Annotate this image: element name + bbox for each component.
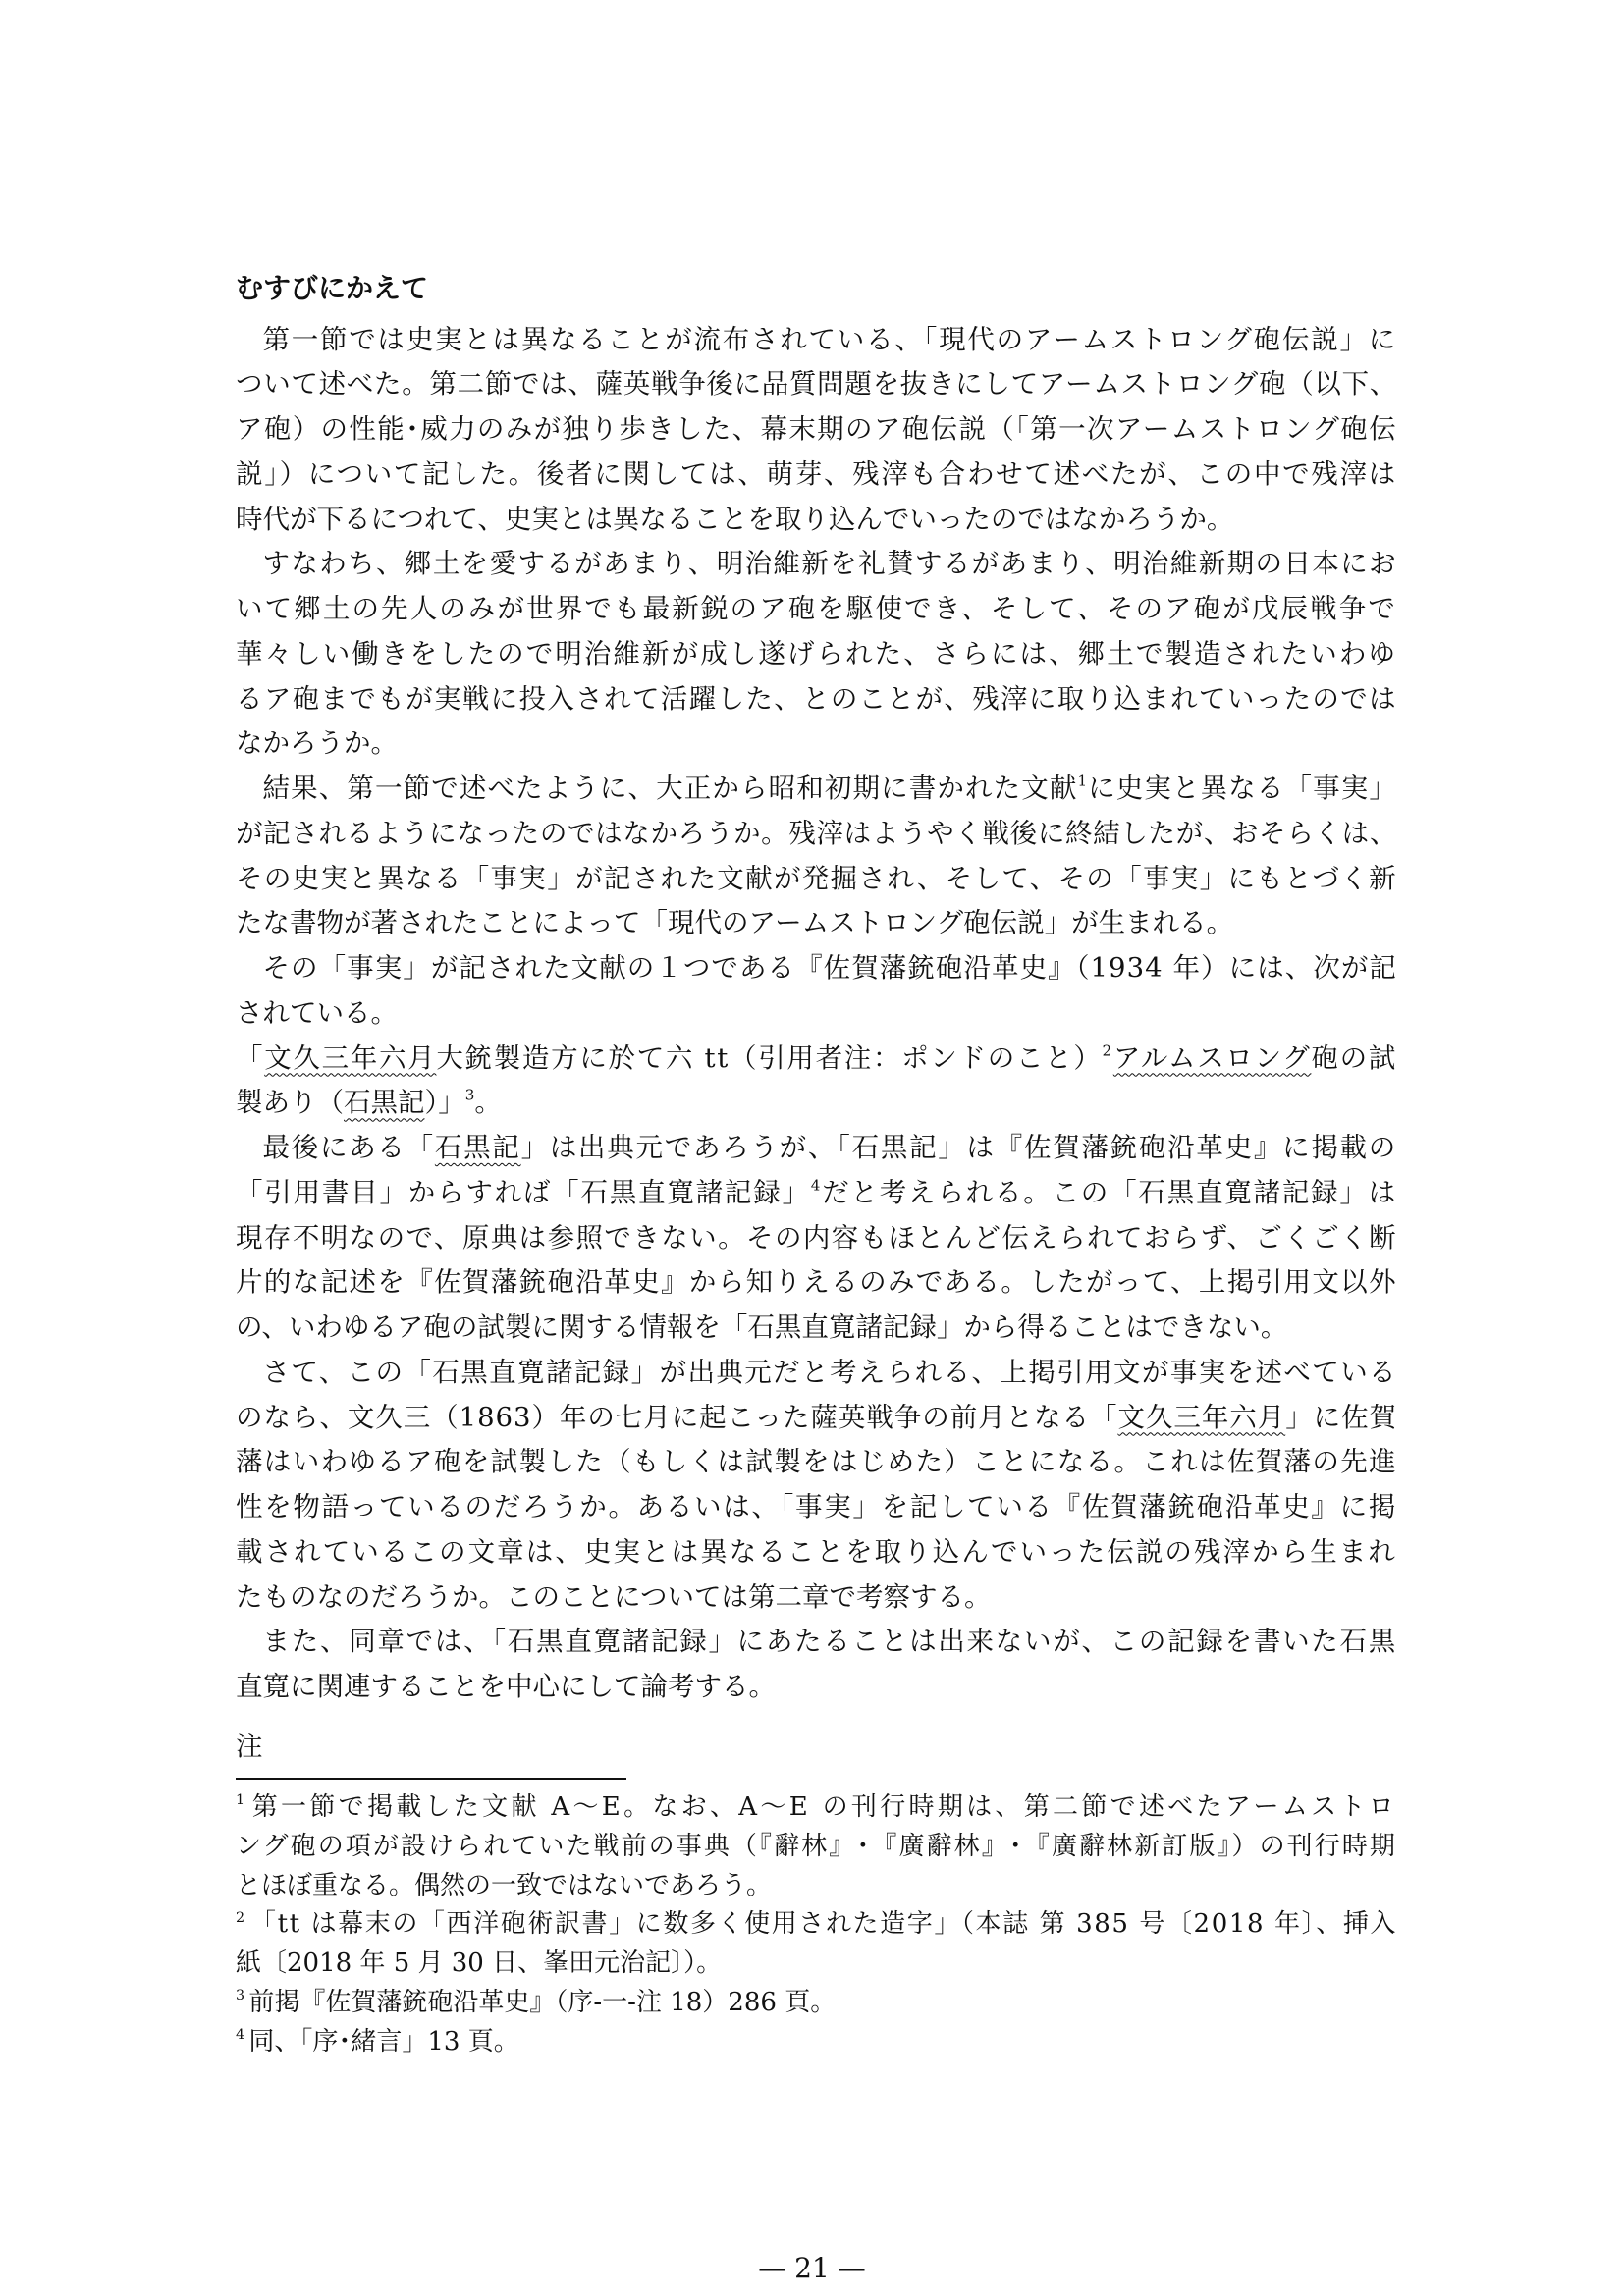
footnote-text: 同、「序･緒言」13 頁。 (248, 2026, 519, 2056)
text-line (236, 362, 1397, 407)
text-line-content (236, 721, 398, 767)
text-line (236, 1485, 1397, 1530)
text-line (236, 1440, 1397, 1485)
text-run: その史実と異なる「事実」が記された文献が発掘され、そして、その「事実」にもとづく新 (236, 862, 1397, 894)
text-line (236, 1396, 1397, 1441)
text-line-content (236, 1037, 1397, 1082)
text-run: 第一節では史実とは異なることが流布されている、「現代のアームストロング砲伝説」に (262, 323, 1397, 355)
text-run: ついて述べた。第二節では、薩英戦争後に品質問題を抜きにしてアームストロング砲（以下、 (236, 368, 1397, 400)
footnote (236, 1905, 1397, 1984)
footnotes (236, 1789, 1397, 2061)
footnote-reference: 4 (810, 1176, 823, 1195)
text-line-content (263, 946, 1398, 991)
text-run: 直寛に関連することを中心にして論考する。 (236, 1671, 776, 1703)
footnote-reference: 1 (1077, 772, 1089, 790)
text-run: 片的な記述を『佐賀藩銃砲沿革史』から知りえるのみである。したがって、上掲引用文以外 (236, 1266, 1397, 1299)
text-line-content (236, 677, 1397, 722)
text-line-content (263, 767, 1398, 812)
footnote-line-content (236, 1945, 722, 1984)
text-line-content (236, 901, 1233, 946)
text-line (236, 1665, 1397, 1710)
paragraph (236, 1620, 1397, 1710)
text-run: ）」 (424, 1087, 465, 1119)
text-line-content (236, 812, 1397, 857)
footnote-text: 「tt は幕末の「西洋砲術訳書」に数多く使用された造字」（本誌 第 385 号〔2018 年〕、挿入 (249, 1909, 1397, 1940)
text-run: のなら、文久三（1863）年の七月に起こった薩英戦争の前月となる「 (236, 1401, 1118, 1433)
footnote-number: 3 (236, 1988, 245, 2004)
footnote (236, 1984, 1397, 2023)
footnote-text: 前掲『佐賀藩銃砲沿革史』（序-一-注 18）286 頁。 (248, 1987, 837, 2017)
text-run: その「事実」が記された文献の１つである『佐賀藩銃砲沿革史』（1934 年）には、次が記 (262, 952, 1397, 985)
text-run: ア砲）の性能･威力のみが独り歩きした、幕末期のア砲伝説（「第一次アームストロング砲伝 (236, 413, 1397, 446)
text-run: 」は出典元であろうが、「石黒記」は『佐賀藩銃砲沿革史』に掲載の (520, 1132, 1398, 1164)
body-text (236, 318, 1397, 1710)
text-run: 大銃製造方に於て六 tt（引用者注：ポンドのこと） (436, 1041, 1103, 1074)
text-line (236, 1037, 1397, 1082)
footnote-text: 紙〔2018 年 5 月 30 日、峯田元治記〕）。 (236, 1949, 723, 1978)
paragraph (236, 767, 1397, 946)
text-run: されている。 (236, 996, 398, 1029)
text-run: 」に佐賀 (1285, 1401, 1398, 1433)
footnote-reference: 2 (1102, 1041, 1113, 1060)
text-run: 「 (236, 1041, 265, 1074)
text-line-content (236, 1530, 1397, 1575)
text-line (236, 1530, 1397, 1575)
text-line (236, 407, 1397, 453)
text-run: 砲の試 (1311, 1041, 1398, 1074)
text-line (236, 587, 1397, 632)
footnote-line-content (236, 1867, 772, 1906)
footnote-line-content (236, 1905, 1397, 1945)
text-line-content (236, 407, 1397, 453)
text-run: 載されているこの文章は、史実とは異なることを取り込んでいった伝説の残滓から生まれ (236, 1535, 1397, 1568)
text-line-content (236, 1260, 1397, 1306)
footnote-line (236, 1867, 1397, 1906)
text-line (236, 677, 1397, 722)
text-line-content (236, 1485, 1397, 1530)
text-line (236, 946, 1397, 991)
text-line-content (236, 1171, 1397, 1216)
footnote (236, 1789, 1397, 1905)
footnote-line-content (236, 1984, 836, 2023)
text-line-content (263, 1620, 1398, 1665)
text-line-content (236, 857, 1397, 902)
text-run: 。 (474, 1087, 502, 1119)
text-line (236, 1351, 1397, 1396)
text-line-content (263, 318, 1398, 363)
text-line (236, 1620, 1397, 1665)
text-line (236, 1126, 1397, 1171)
wavy-underlined-text: 文久三年六月 (1117, 1401, 1286, 1433)
text-line-content (236, 991, 398, 1037)
footnote-line (236, 1984, 1397, 2023)
text-line (236, 767, 1397, 812)
footnote-line (236, 1905, 1397, 1945)
text-line-content (236, 1216, 1397, 1261)
text-line (236, 901, 1397, 946)
text-line (236, 542, 1397, 587)
footnote-number: 1 (236, 1792, 248, 1809)
text-run: だと考えられる。この「石黒直寛諸記録」は (822, 1176, 1397, 1208)
paragraph (236, 542, 1397, 767)
footnote-text: とほぼ重なる。偶然の一致ではないであろう。 (236, 1870, 773, 1900)
text-run: 華々しい働きをしたので明治維新が成し遂げられた、さらには、郷土で製造されたいわゆ (236, 637, 1397, 669)
text-run: 「引用書目」からすれば「石黒直寛諸記録」 (236, 1176, 811, 1208)
text-line-content (263, 1126, 1398, 1171)
text-line-content (236, 1440, 1397, 1485)
text-line (236, 812, 1397, 857)
text-line-content (236, 453, 1397, 498)
text-run: が記されるようになったのではなかろうか。残滓はようやく戦後に終結したが、おそらくは、 (236, 817, 1397, 849)
section-heading: むすびにかえて (236, 272, 429, 304)
text-line (236, 453, 1397, 498)
notes-heading: 注 (236, 1731, 263, 1762)
text-line-content (263, 542, 1398, 587)
text-run: たな書物が著されたことによって「現代のアームストロング砲伝説」が生まれる。 (236, 907, 1234, 939)
text-run: 製あり（ (236, 1087, 344, 1119)
text-line (236, 1575, 1397, 1621)
text-line (236, 498, 1397, 543)
text-line-content (263, 1351, 1398, 1396)
text-line (236, 318, 1397, 363)
footnote-number: 2 (236, 1909, 246, 1926)
wavy-underlined-text: 石黒記 (434, 1132, 521, 1164)
text-run: 最後にある「 (262, 1132, 435, 1164)
text-line-content (236, 587, 1397, 632)
text-run: るア砲までもが実戦に投入されて活躍した、とのことが、残滓に取り込まれていったのでは (236, 682, 1397, 715)
text-line-content (236, 362, 1397, 407)
paragraph (236, 318, 1397, 543)
footnote-line (236, 1945, 1397, 1984)
text-line-content (236, 1306, 1287, 1351)
text-run: すなわち、郷土を愛するがあまり、明治維新を礼賛するがあまり、明治維新期の日本にお (262, 548, 1397, 580)
footnote-line (236, 1828, 1397, 1867)
text-line (236, 1306, 1397, 1351)
paragraph (236, 946, 1397, 1037)
footnote-reference: 3 (464, 1087, 475, 1104)
text-run: 時代が下るにつれて、史実とは異なることを取り込んでいったのではなかろうか。 (236, 503, 1234, 535)
footnote-line-content (236, 1828, 1397, 1867)
wavy-underlined-text: アルムスロング (1112, 1041, 1312, 1074)
text-run: に史実と異なる「事実」 (1088, 773, 1397, 805)
text-line (236, 632, 1397, 677)
quotation (236, 1037, 1397, 1127)
text-run: たものなのだろうか。このことについては第二章で考察する。 (236, 1580, 992, 1613)
text-line-content (236, 1665, 776, 1710)
text-run: なかろうか。 (236, 727, 398, 760)
text-run: 性を物語っているのだろうか。あるいは、「事実」を記している『佐賀藩銃砲沿革史』に掲 (236, 1491, 1397, 1523)
text-run: いて郷土の先人のみが世界でも最新鋭のア砲を駆使でき、そして、そのア砲が戊辰戦争で (236, 593, 1397, 625)
text-line (236, 1260, 1397, 1306)
text-run: 現存不明なので、原典は参照できない。その内容もほとんど伝えられておらず、ごくごく断 (236, 1221, 1397, 1254)
text-line (236, 991, 1397, 1037)
text-line-content (236, 498, 1233, 543)
wavy-underlined-text: 石黒記 (344, 1087, 425, 1119)
page-number: — 21 — (758, 2252, 866, 2284)
footnote-line (236, 2023, 1397, 2062)
text-run: 結果、第一節で述べたように、大正から昭和初期に書かれた文献 (262, 773, 1078, 805)
text-line (236, 857, 1397, 902)
text-run: 藩はいわゆるア砲を試製した（もしくは試製をはじめた）ことになる。これは佐賀藩の先進 (236, 1446, 1397, 1478)
text-line (236, 1171, 1397, 1216)
text-run: の、いわゆるア砲の試製に関する情報を「石黒直寛諸記録」から得ることはできない。 (236, 1311, 1288, 1344)
wavy-underlined-text: 文久三年六月 (264, 1041, 437, 1074)
text-line-content (236, 632, 1397, 677)
text-run: さて、この「石黒直寛諸記録」が出典元だと考えられる、上掲引用文が事実を述べている (262, 1356, 1397, 1388)
footnote-number: 4 (236, 2026, 245, 2043)
text-run: また、同章では、「石黒直寛諸記録」にあたることは出来ないが、この記録を書いた石黒 (262, 1626, 1397, 1658)
text-line (236, 721, 1397, 767)
text-run: 説」）について記した。後者に関しては、萌芽、残滓も合わせて述べたが、この中で残滓は (236, 457, 1397, 490)
footnote-text: ング砲の項が設けられていた戦前の事典（『辭林』･『廣辭林』･『廣辭林新訂版』）の刊行時期 (236, 1831, 1397, 1861)
footnote-line-content (236, 1789, 1397, 1828)
footnote-text: 第一節で掲載した文献 A～E。なお、A～E の刊行時期は、第二節で述べたアームストロ (251, 1792, 1397, 1822)
footnote-line (236, 1789, 1397, 1828)
paragraph (236, 1351, 1397, 1621)
text-line (236, 1216, 1397, 1261)
footnote-line-content (236, 2023, 519, 2062)
footnote (236, 2023, 1397, 2062)
text-line-content (236, 1396, 1397, 1441)
text-line-content (236, 1575, 991, 1621)
text-line (236, 1081, 1397, 1126)
footnote-separator (236, 1778, 626, 1780)
paragraph (236, 1126, 1397, 1351)
text-line-content (236, 1081, 502, 1126)
